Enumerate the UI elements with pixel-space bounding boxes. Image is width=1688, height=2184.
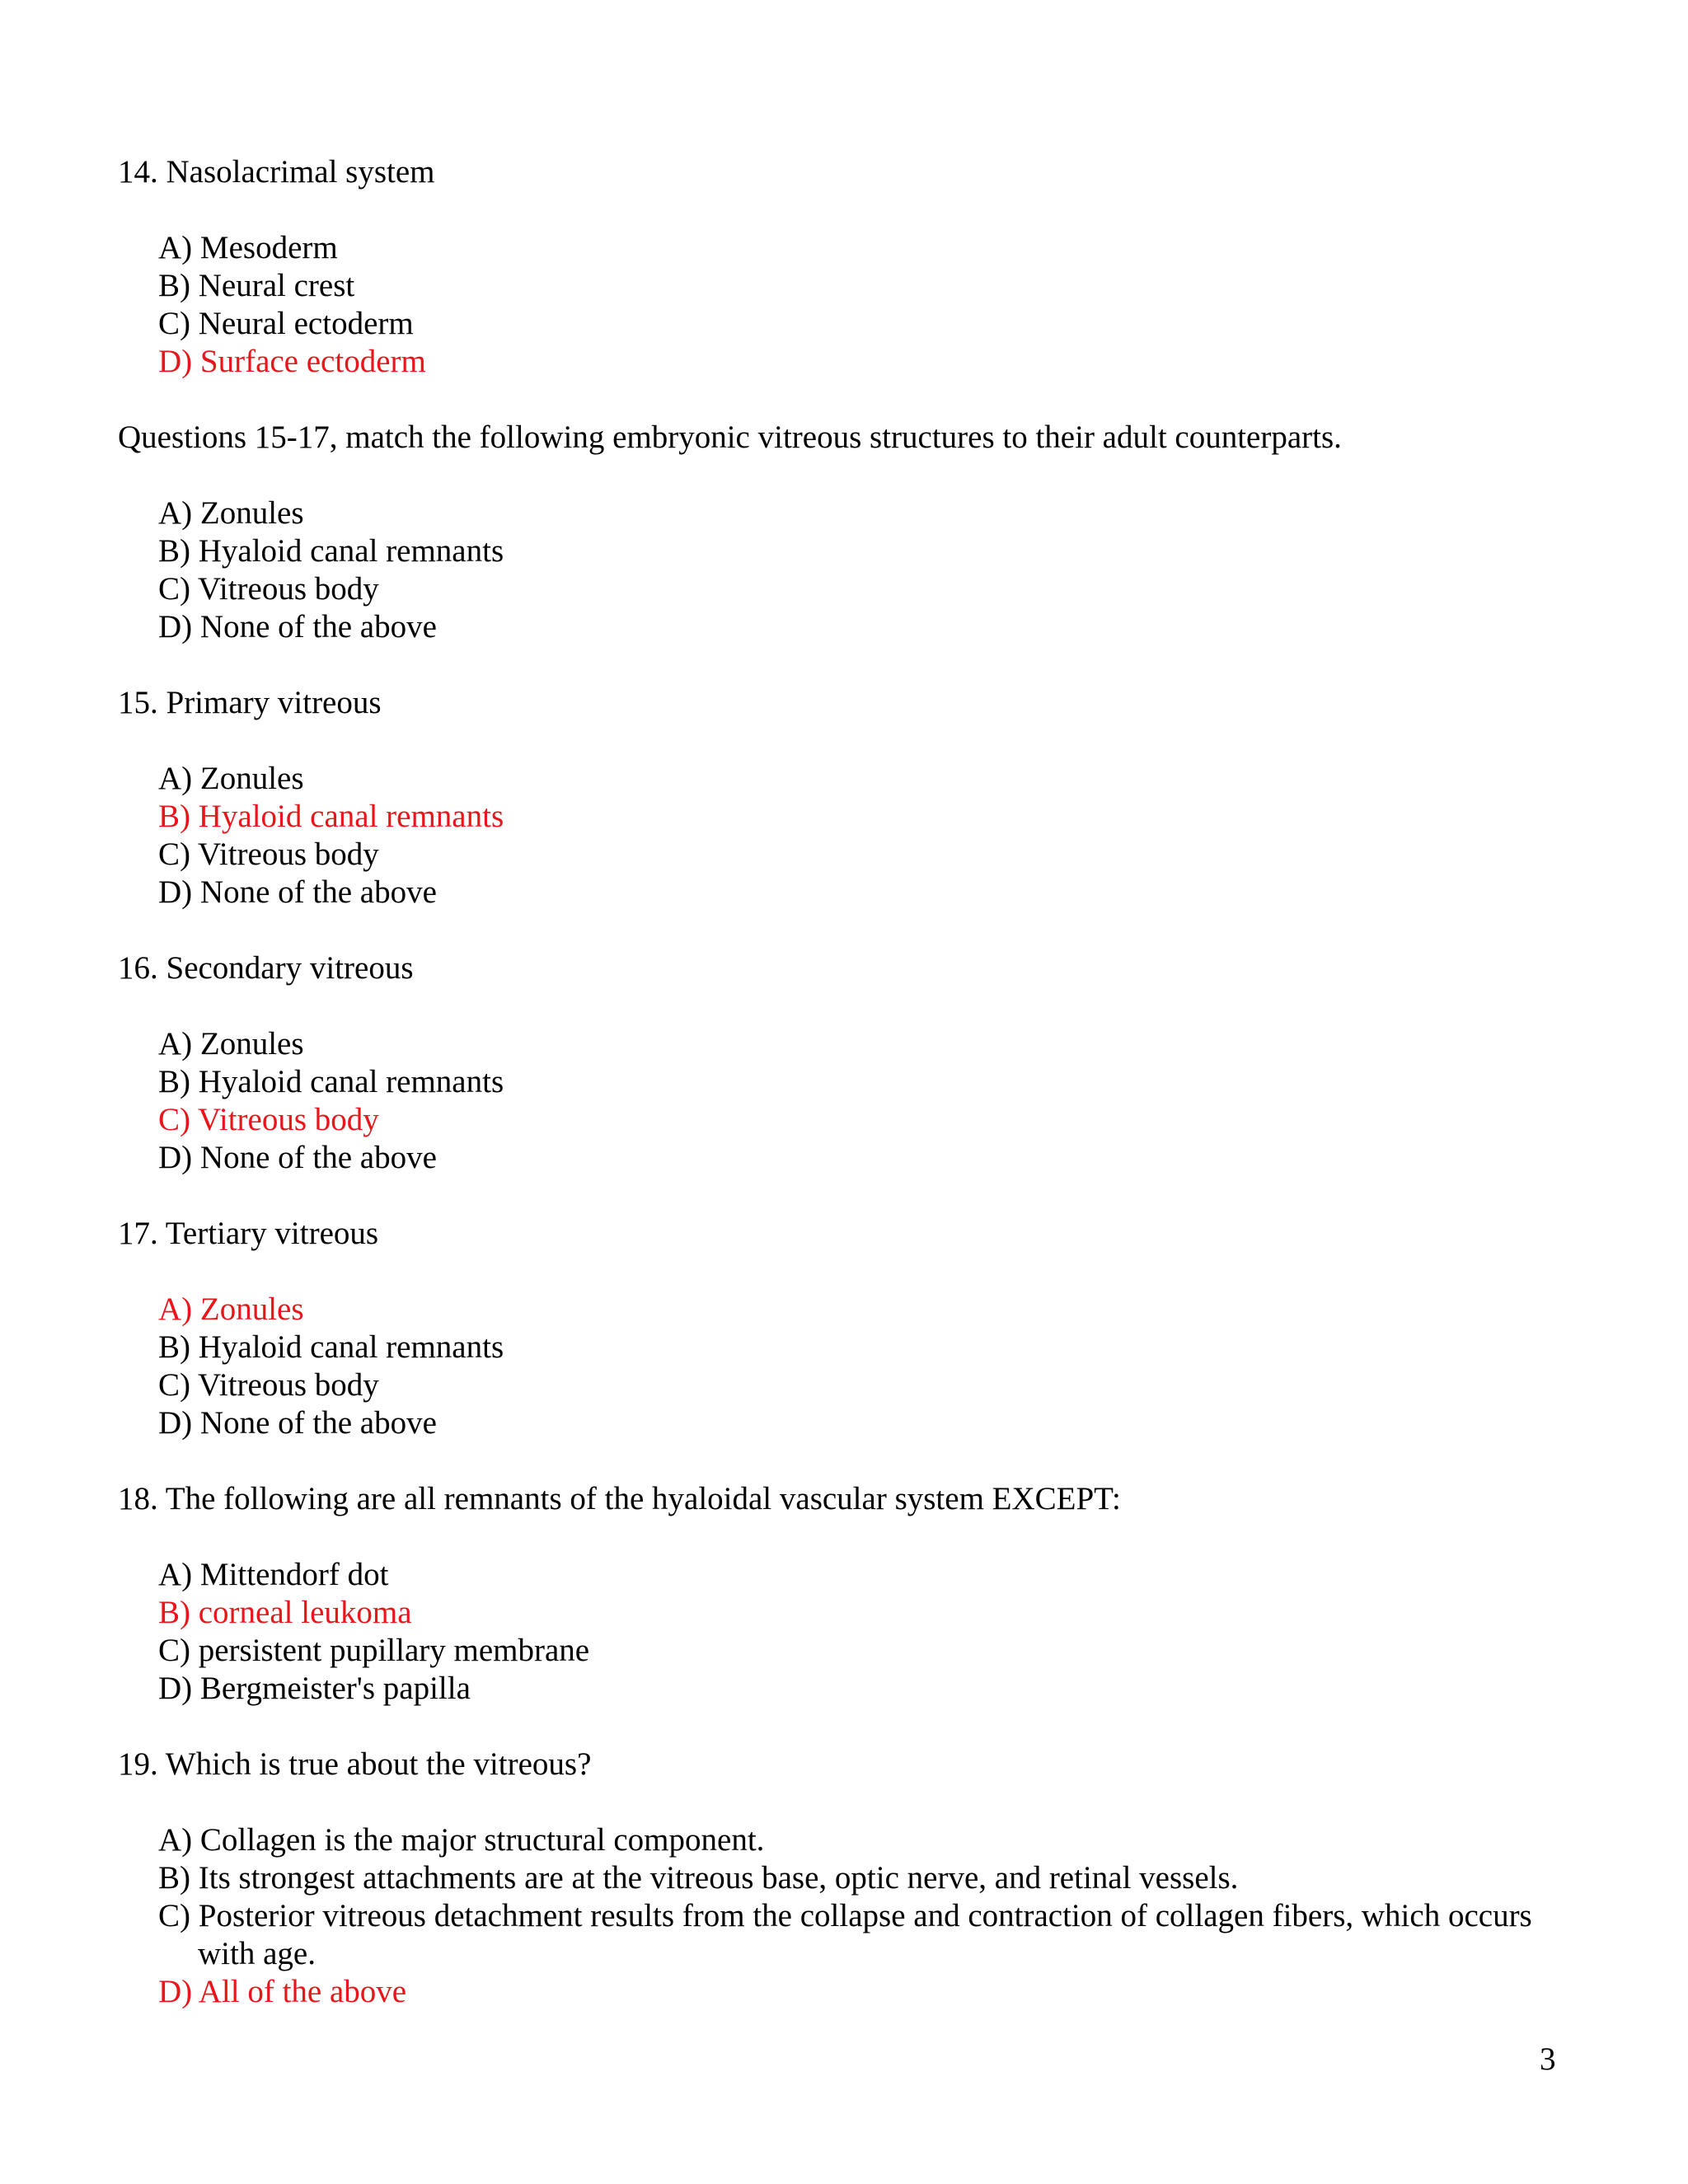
answer-option: C) persistent pupillary membrane — [158, 1633, 590, 1668]
answer-option-correct: B) Hyaloid canal remnants — [158, 799, 504, 834]
answer-option: C) Posterior vitreous detachment results from the collapse and contraction of collagen fibers, which occurs with age. — [158, 1898, 1532, 1971]
answer-option: B) Its strongest attachments are at the vitreous base, optic nerve, and retinal vessels. — [158, 1860, 1239, 1896]
question-block — [118, 1708, 1585, 2011]
answer-options — [118, 1821, 1585, 2011]
answer-option: C) Neural ectoderm — [158, 306, 414, 341]
question-stem: 16. Secondary vitreous — [118, 950, 414, 986]
stem-spacer — [118, 722, 1585, 760]
stem-spacer — [118, 987, 1585, 1025]
answer-option: C) Vitreous body — [158, 837, 379, 872]
answer-option-correct: A) Zonules — [158, 1291, 304, 1327]
answer-option: D) None of the above — [158, 609, 437, 644]
question-stem: 19. Which is true about the vitreous? — [118, 1746, 592, 1782]
question-stem: 18. The following are all remnants of the hyaloidal vascular system EXCEPT: — [118, 1481, 1121, 1516]
answer-option: A) Zonules — [158, 495, 304, 531]
question-stem: 15. Primary vitreous — [118, 685, 382, 720]
answer-option: D) None of the above — [158, 874, 437, 910]
answer-options — [118, 760, 1585, 912]
stem-spacer — [118, 1518, 1585, 1556]
answer-option-correct: D) All of the above — [158, 1974, 407, 2009]
answer-option-correct: B) corneal leukoma — [158, 1595, 412, 1630]
answer-option: D) Bergmeister's papilla — [158, 1671, 471, 1706]
block-spacer — [118, 381, 1585, 419]
answer-option: C) Vitreous body — [158, 571, 379, 607]
answer-option: D) None of the above — [158, 1405, 437, 1441]
answer-options — [118, 1556, 1585, 1708]
page-number: 3 — [1540, 2041, 1556, 2077]
block-spacer — [118, 912, 1585, 949]
answer-option-correct: D) Surface ectoderm — [158, 344, 426, 379]
block-spacer — [118, 1708, 1585, 1746]
answer-option: A) Collagen is the major structural component. — [158, 1822, 765, 1858]
answer-option: A) Zonules — [158, 761, 304, 796]
answer-option: B) Neural crest — [158, 268, 355, 303]
question-block — [118, 646, 1585, 912]
answer-option-correct: C) Vitreous body — [158, 1102, 379, 1137]
answer-option: C) Vitreous body — [158, 1367, 379, 1403]
question-block — [118, 153, 1585, 381]
answer-options — [118, 494, 1585, 646]
answer-option: D) None of the above — [158, 1140, 437, 1175]
question-list — [118, 153, 1585, 2011]
answer-option: B) Hyaloid canal remnants — [158, 533, 504, 569]
instruction-text: Questions 15-17, match the following embryonic vitreous structures to their adult counterparts. — [118, 419, 1342, 455]
stem-spacer — [118, 191, 1585, 229]
question-block — [118, 1442, 1585, 1708]
question-stem: 17. Tertiary vitreous — [118, 1216, 379, 1251]
answer-option: B) Hyaloid canal remnants — [158, 1064, 504, 1099]
instruction-block — [118, 381, 1585, 646]
question-stem: 14. Nasolacrimal system — [118, 154, 435, 190]
answer-option: A) Mesoderm — [158, 230, 338, 265]
block-spacer — [118, 1177, 1585, 1215]
block-spacer — [118, 1442, 1585, 1480]
stem-spacer — [118, 1253, 1585, 1291]
answer-options — [118, 229, 1585, 381]
answer-options — [118, 1291, 1585, 1442]
answer-option: B) Hyaloid canal remnants — [158, 1329, 504, 1365]
stem-spacer — [118, 457, 1585, 494]
answer-options — [118, 1025, 1585, 1177]
question-block — [118, 912, 1585, 1177]
answer-option: A) Zonules — [158, 1026, 304, 1062]
stem-spacer — [118, 1783, 1585, 1821]
answer-option: A) Mittendorf dot — [158, 1557, 389, 1592]
question-block — [118, 1177, 1585, 1442]
block-spacer — [118, 646, 1585, 684]
